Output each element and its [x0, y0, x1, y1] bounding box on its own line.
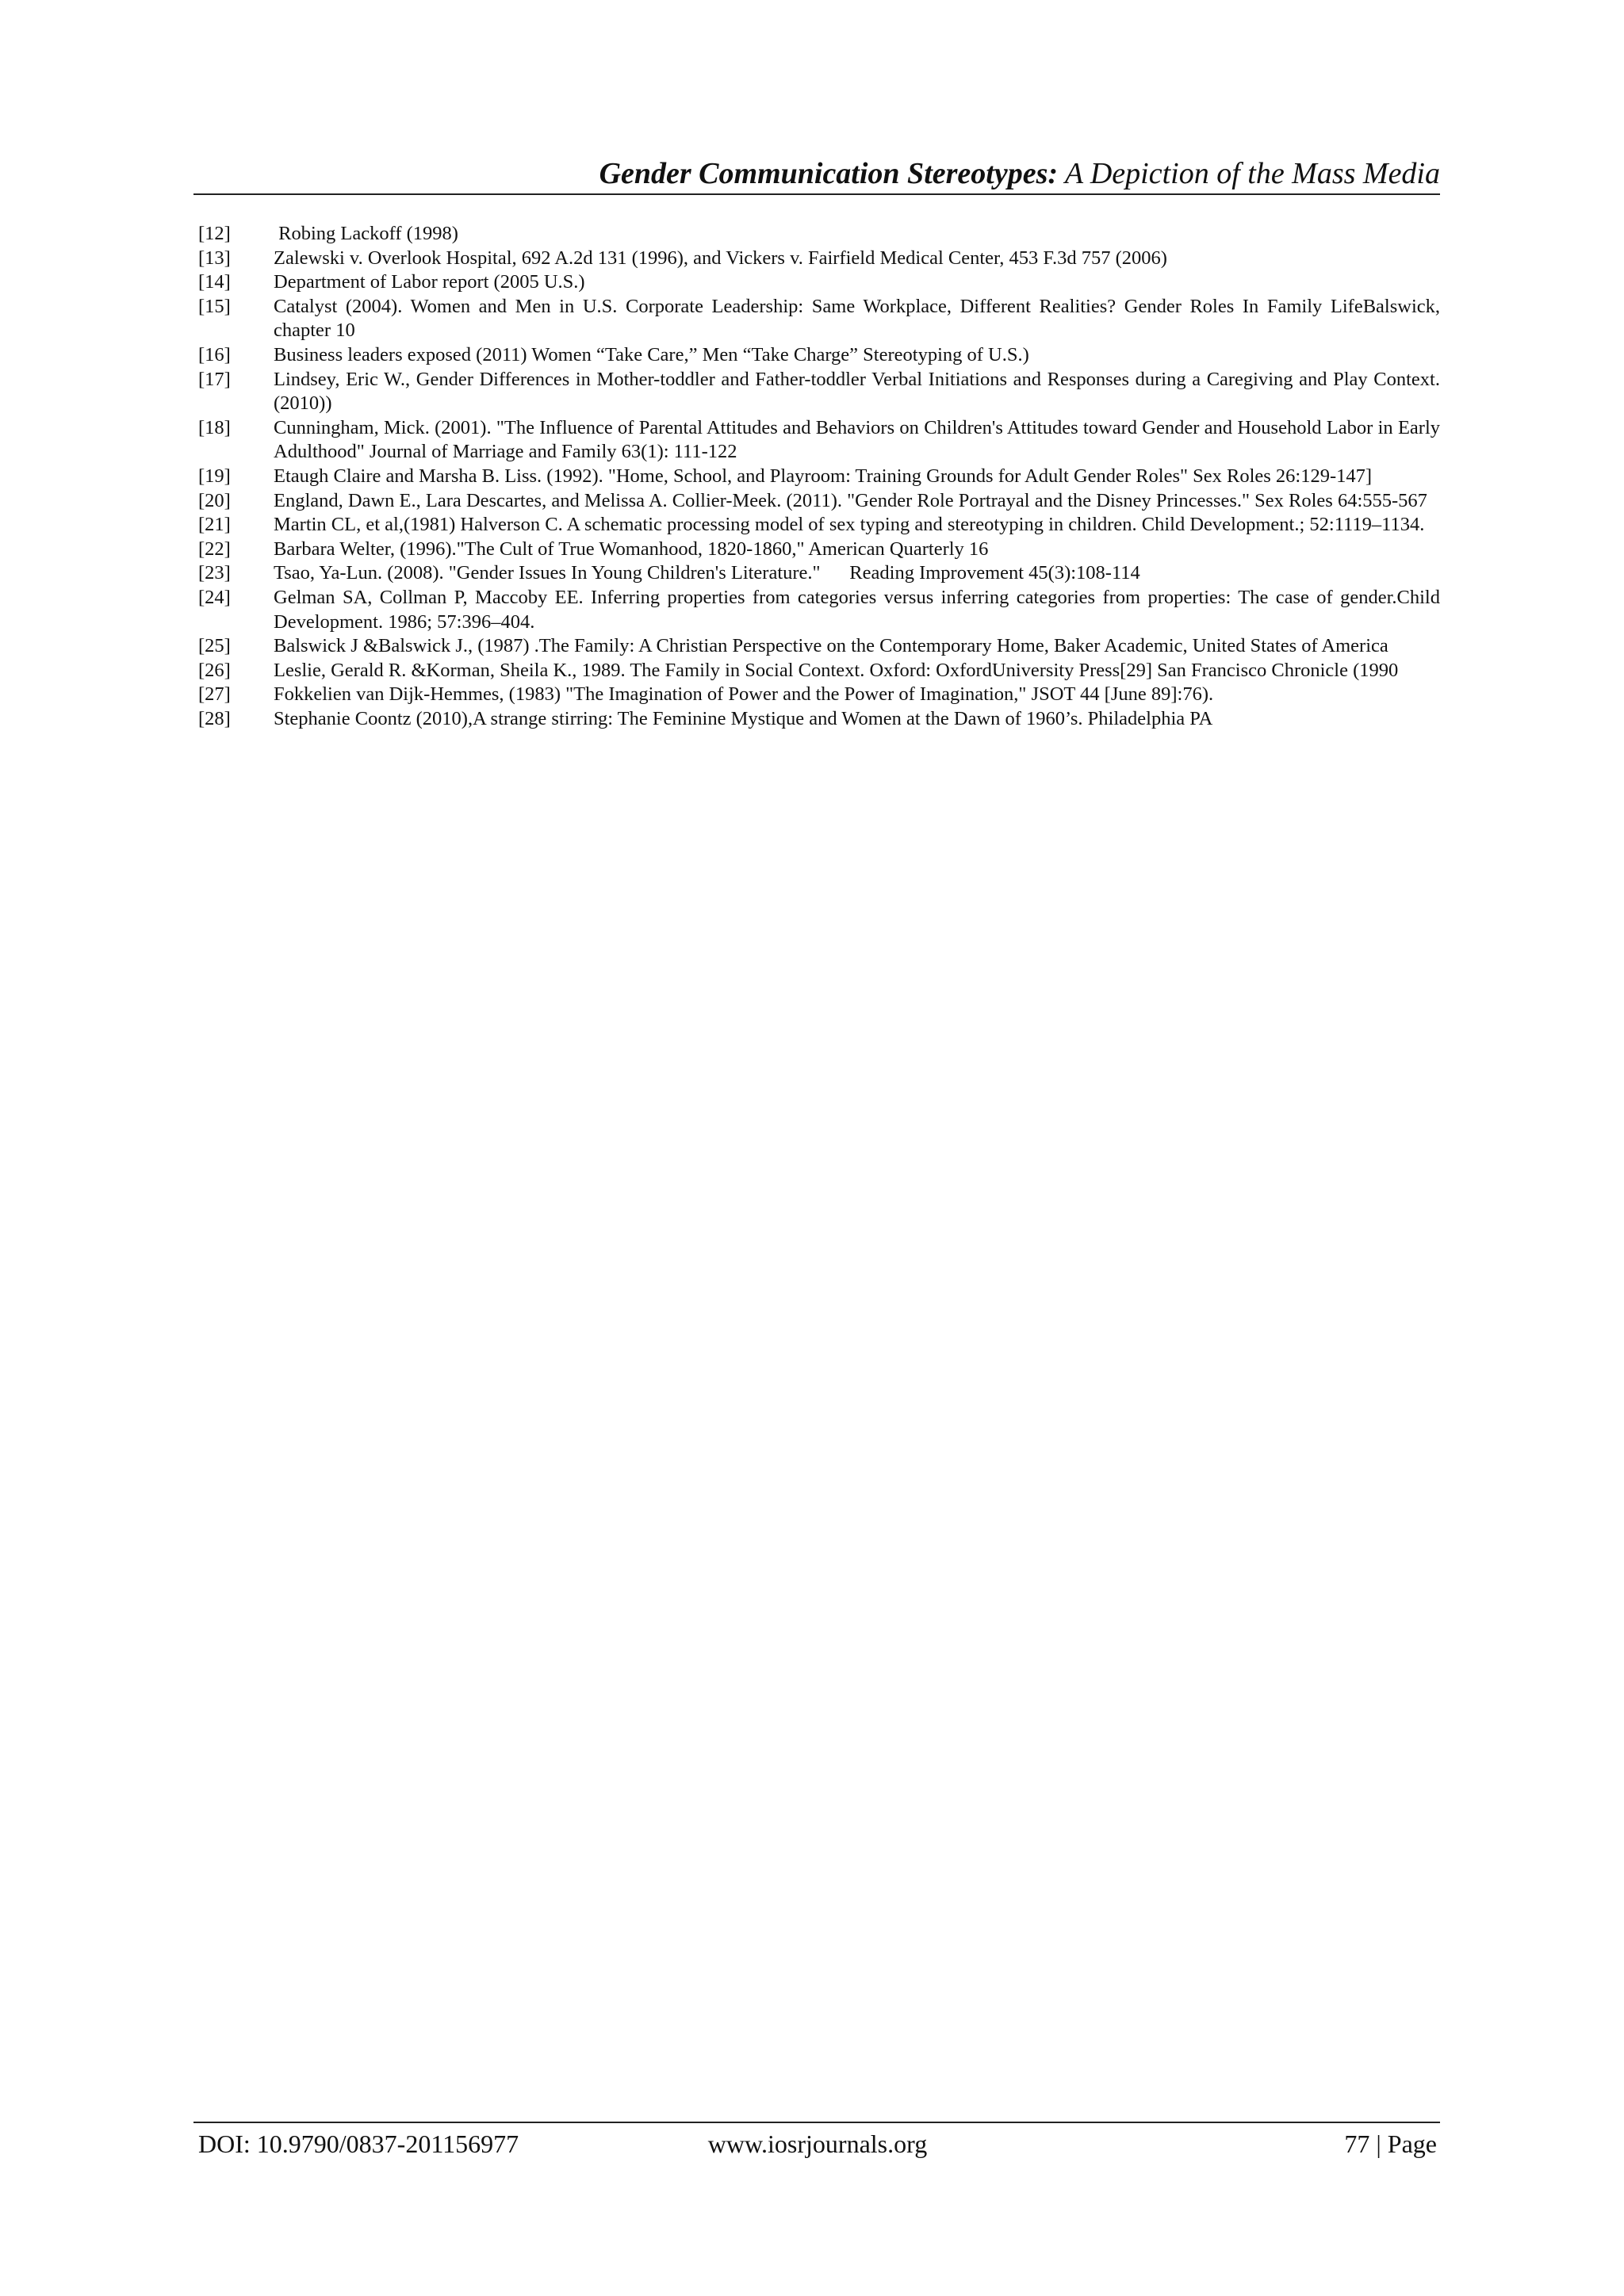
reference-text: Tsao, Ya-Lun. (2008). "Gender Issues In Young Children's Literature." Reading Improvement 45(3):108-114 — [274, 562, 1140, 584]
reference-number: [18] — [198, 416, 231, 438]
reference-text: Gelman SA, Collman P, Maccoby EE. Inferring properties from categories versus inferring categories from properties: The case of gender.Child Development. 1986; 57:396–404. — [274, 586, 1440, 633]
reference-number: [22] — [198, 538, 231, 560]
footer-website: www.iosrjournals.org — [707, 2130, 928, 2158]
running-header — [193, 155, 1440, 192]
reference-item — [198, 634, 1440, 659]
reference-text: Zalewski v. Overlook Hospital, 692 A.2d 131 (1996), and Vickers v. Fairfield Medical Center, 453 F.3d 757 (2006) — [274, 247, 1167, 269]
reference-text: Leslie, Gerald R. &Korman, Sheila K., 1989. The Family in Social Context. Oxford: OxfordUniversity Press[29] San Francisco Chronicle (1990 — [274, 659, 1399, 681]
footer-rule — [193, 2122, 1440, 2123]
page-footer — [198, 2128, 1437, 2160]
reference-text: Etaugh Claire and Marsha B. Liss. (1992). "Home, School, and Playroom: Training Grounds for Adult Gender Roles" Sex Roles 26:129-147] — [274, 465, 1373, 487]
reference-item — [198, 295, 1440, 343]
reference-item — [198, 247, 1440, 271]
reference-item — [198, 538, 1440, 562]
header-title-bold: Gender Communication Stereotypes — [599, 157, 1048, 190]
reference-text: England, Dawn E., Lara Descartes, and Melissa A. Collier-Meek. (2011). "Gender Role Portrayal and the Disney Princesses." Sex Roles 64:555-567 — [274, 489, 1427, 511]
footer-page-number: 77 | Page — [1344, 2130, 1437, 2158]
reference-list — [198, 222, 1440, 731]
reference-item — [198, 222, 1440, 247]
reference-item — [198, 659, 1440, 683]
reference-item — [198, 416, 1440, 465]
reference-item — [198, 465, 1440, 489]
reference-number: [13] — [198, 247, 231, 269]
reference-item — [198, 707, 1440, 732]
reference-text: Business leaders exposed (2011) Women “Take Care,” Men “Take Charge” Stereotyping of U.S.) — [274, 343, 1029, 365]
reference-number: [24] — [198, 586, 231, 608]
reference-number: [28] — [198, 707, 231, 729]
reference-item — [198, 489, 1440, 514]
reference-item — [198, 343, 1440, 368]
header-title-rest: A Depiction of the Mass Media — [1058, 157, 1440, 190]
reference-number: [12] — [198, 223, 231, 244]
footer-doi: DOI: 10.9790/0837-201156977 — [198, 2130, 519, 2158]
reference-text: Robing Lackoff (1998) — [274, 223, 458, 244]
reference-item — [198, 586, 1440, 634]
reference-number: [25] — [198, 635, 231, 657]
reference-text: Stephanie Coontz (2010),A strange stirring: The Feminine Mystique and Women at the Dawn of 1960’s. Philadelphia PA — [274, 707, 1213, 729]
reference-item — [198, 561, 1440, 586]
reference-item — [198, 368, 1440, 416]
reference-text: Barbara Welter, (1996)."The Cult of True Womanhood, 1820-1860," American Quarterly 16 — [274, 538, 989, 560]
reference-number: [27] — [198, 683, 231, 706]
reference-item — [198, 513, 1440, 538]
reference-text: Fokkelien van Dijk-Hemmes, (1983) "The Imagination of Power and the Power of Imagination," JSOT 44 [June 89]:76). — [274, 683, 1214, 706]
reference-number: [21] — [198, 514, 231, 536]
reference-number: [23] — [198, 562, 231, 584]
reference-text: Martin CL, et al,(1981) Halverson C. A schematic processing model of sex typing and stereotyping in children. Child Development.; 52:1119–1134. — [274, 514, 1425, 536]
reference-number: [26] — [198, 659, 231, 681]
reference-item — [198, 270, 1440, 295]
reference-text: Cunningham, Mick. (2001). "The Influence of Parental Attitudes and Behaviors on Children's Attitudes toward Gender and Household Labor in Early Adulthood" Journal of Marriage and Family 63(1): 111-122 — [274, 416, 1440, 463]
reference-item — [198, 683, 1440, 707]
reference-number: [19] — [198, 465, 231, 487]
reference-text: Catalyst (2004). Women and Men in U.S. Corporate Leadership: Same Workplace, Different Realities? Gender Roles In Family LifeBalswick, chapter 10 — [274, 295, 1440, 342]
reference-number: [14] — [198, 271, 231, 293]
header-rule — [193, 193, 1440, 195]
reference-number: [15] — [198, 295, 231, 317]
header-title-separator: : — [1048, 157, 1059, 190]
reference-number: [20] — [198, 489, 231, 511]
reference-text: Balswick J &Balswick J., (1987) .The Family: A Christian Perspective on the Contemporary Home, Baker Academic, United States of America — [274, 635, 1388, 657]
reference-text: Department of Labor report (2005 U.S.) — [274, 271, 585, 293]
reference-number: [16] — [198, 343, 231, 365]
reference-number: [17] — [198, 368, 231, 390]
reference-text: Lindsey, Eric W., Gender Differences in Mother-toddler and Father-toddler Verbal Initiations and Responses during a Caregiving and Play Context. (2010)) — [274, 368, 1440, 415]
